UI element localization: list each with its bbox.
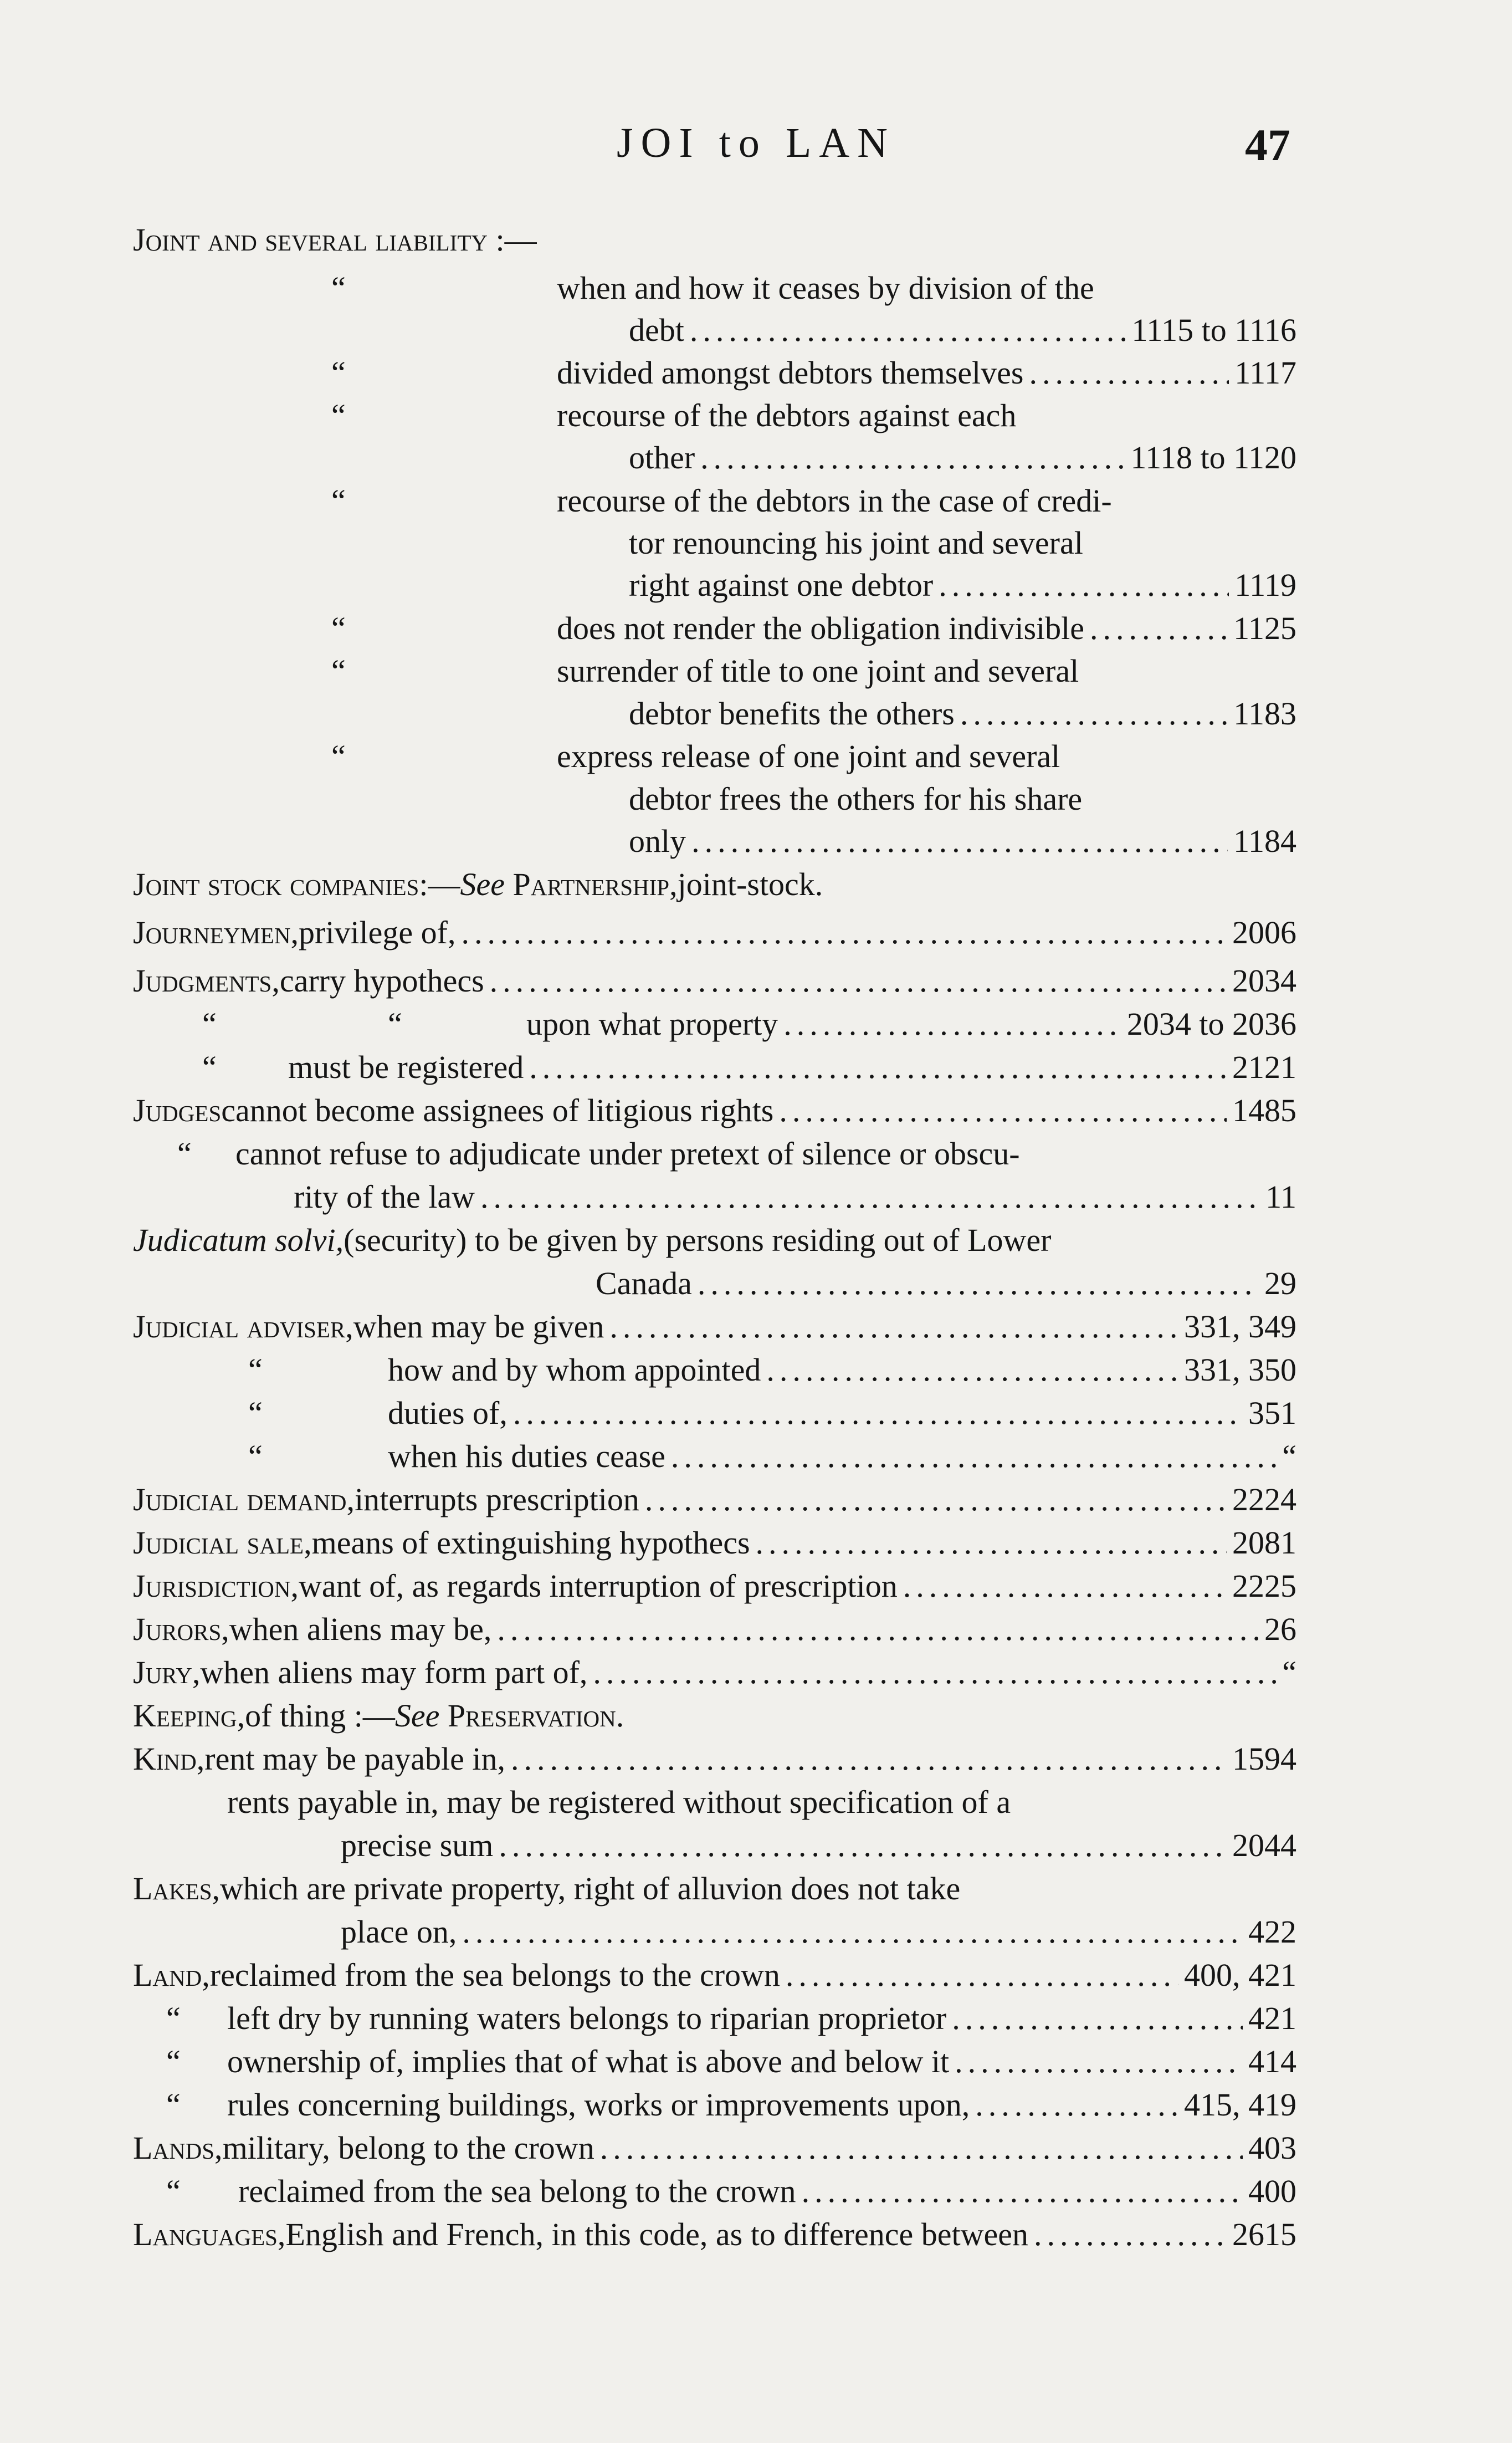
page-reference: 2225 [1232, 1568, 1296, 1604]
index-entry: Jurors, when aliens may be, ..... 26 [133, 1608, 1296, 1650]
page-reference: 2121 [1232, 1049, 1296, 1085]
page-reference: 2615 [1232, 2216, 1296, 2252]
page-reference: 2034 to 2036 [1126, 1006, 1296, 1042]
index-entry: Judicial adviser, when may be given ..... 331, 349 [133, 1306, 1296, 1348]
dot-leader [903, 1565, 1227, 1607]
index-entry: Judges cannot become assignees of litigious rights ..... 1485 [133, 1090, 1296, 1132]
page-reference: “ [1282, 1654, 1296, 1690]
subentry-line: recourse of the debtors against each [557, 397, 1017, 433]
subentry-line: when his duties cease ..... “ [388, 1435, 1296, 1478]
dot-leader [671, 1435, 1277, 1478]
dot-leader [609, 1306, 1178, 1348]
page-reference: 2044 [1232, 1827, 1296, 1863]
page-reference: 2081 [1232, 1525, 1296, 1561]
index-entry: Judicial demand, interrupts prescription ..... 2224 [133, 1479, 1296, 1521]
dot-leader [645, 1479, 1227, 1521]
dot-leader [766, 1349, 1178, 1391]
dot-leader [499, 1824, 1227, 1867]
dot-leader [462, 1911, 1243, 1953]
dot-leader [511, 1738, 1227, 1780]
subentry-line: upon what property ..... 2034 to 2036 [526, 1003, 1296, 1045]
page-reference: 26 [1264, 1611, 1296, 1647]
dot-leader [698, 1263, 1259, 1305]
page-reference: 422 [1248, 1914, 1296, 1950]
subentry-line: rules concerning buildings, works or improvements upon, ..... 415, 419 [227, 2084, 1296, 2126]
page-reference: 29 [1264, 1265, 1296, 1301]
dot-leader [480, 1176, 1260, 1218]
index-entry: Lands, military, belong to the crown ..... 403 [133, 2127, 1296, 2169]
subentry-line: debtor benefits the others ..... 1183 [629, 693, 1296, 735]
page-reference: 1115 to 1116 [1131, 312, 1296, 348]
subentry-line: debtor frees the others for his share [629, 781, 1083, 817]
dot-leader [756, 1522, 1227, 1564]
page-reference: 403 [1248, 2130, 1296, 2166]
subentry-line: when and how it ceases by division of the [557, 270, 1094, 306]
page-reference: 1117 [1234, 355, 1296, 391]
dot-leader [529, 1046, 1227, 1088]
dot-leader [1034, 2214, 1227, 2256]
page-reference: 331, 350 [1184, 1352, 1296, 1388]
ditto-mark: “ [202, 1006, 217, 1042]
ditto-mark: “ [331, 483, 346, 519]
subentry-line: duties of, ..... 351 [388, 1392, 1296, 1434]
subentry-line: express release of one joint and several [557, 738, 1060, 774]
dot-leader [960, 693, 1228, 735]
subentry-line: other ..... 1118 to 1120 [629, 437, 1296, 479]
subentry-line: Canada ..... 29 [596, 1263, 1296, 1305]
ditto-mark: “ [331, 738, 346, 774]
ditto-mark: “ [331, 397, 346, 433]
page-reference: 400, 421 [1184, 1957, 1296, 1993]
subentry-line: does not render the obligation indivisible ..... 1125 [557, 607, 1296, 650]
running-header: JOI to LAN [616, 120, 896, 166]
dot-leader [952, 1997, 1243, 2040]
index-entry: Judicatum solvi, (security) to be given by persons residing out of Lower [133, 1222, 1052, 1258]
subentry-line: tor renouncing his joint and several [629, 525, 1083, 561]
subentry-line: surrender of title to one joint and several [557, 653, 1079, 689]
page-reference: 1118 to 1120 [1130, 439, 1296, 476]
subentry-line: only ..... 1184 [629, 820, 1296, 862]
page-reference: “ [1282, 1438, 1296, 1474]
ditto-mark: “ [248, 1438, 263, 1474]
dot-leader [783, 1003, 1121, 1045]
dot-leader [786, 1954, 1178, 1996]
ditto-mark: “ [331, 355, 346, 391]
dot-leader [975, 2084, 1178, 2126]
subentry-line: how and by whom appointed ..... 331, 350 [388, 1349, 1296, 1391]
page-reference: 1183 [1233, 696, 1296, 732]
ditto-mark: “ [331, 610, 346, 646]
dot-leader [690, 309, 1126, 351]
dot-leader [593, 1652, 1277, 1694]
page-reference: 1125 [1233, 610, 1296, 646]
page-reference: 2034 [1232, 963, 1296, 999]
ditto-mark: “ [331, 653, 346, 689]
dot-leader [497, 1608, 1259, 1650]
page-reference: 1485 [1232, 1092, 1296, 1128]
dot-leader [779, 1090, 1227, 1132]
ditto-mark: “ [177, 1136, 192, 1172]
dot-leader [461, 912, 1227, 954]
ditto-mark: “ [388, 1006, 402, 1042]
ditto-mark: “ [166, 2043, 181, 2079]
index-entry: Judicial sale, means of extinguishing hypothecs ..... 2081 [133, 1522, 1296, 1564]
page-reference: 331, 349 [1184, 1309, 1296, 1345]
subentry-line: rents payable in, may be registered without specification of a [227, 1784, 1011, 1820]
index-entry: Land, reclaimed from the sea belongs to the crown ..... 400, 421 [133, 1954, 1296, 1996]
index-entry: Kind, rent may be payable in, ..... 1594 [133, 1738, 1296, 1780]
page-reference: 400 [1248, 2173, 1296, 2209]
index-entry: Joint stock companies :— See Partnership, joint-stock. [133, 866, 823, 902]
page-reference: 415, 419 [1184, 2087, 1296, 2123]
dot-leader [600, 2127, 1243, 2169]
page-reference: 2224 [1232, 1481, 1296, 1517]
ditto-mark: “ [166, 2000, 181, 2036]
subentry-line: divided amongst debtors themselves ..... 1117 [557, 352, 1296, 394]
ditto-mark: “ [248, 1395, 263, 1431]
dot-leader [513, 1392, 1243, 1434]
index-entry: Journeymen, privilege of, ..... 2006 [133, 912, 1296, 954]
subentry-line: place on, ..... 422 [341, 1911, 1296, 1953]
subentry-line: recourse of the debtors in the case of credi- [557, 483, 1112, 519]
dot-leader [1029, 352, 1229, 394]
index-entry: Judgments, carry hypothecs ..... 2034 [133, 960, 1296, 1002]
index-entry: Jurisdiction, want of, as regards interruption of prescription ..... 2225 [133, 1565, 1296, 1607]
ditto-mark: “ [166, 2173, 181, 2209]
page-number: 47 [1245, 120, 1290, 170]
index-entry: Languages, English and French, in this code, as to difference between ..... 2615 [133, 2214, 1296, 2256]
page-reference: 1119 [1234, 567, 1296, 603]
page-reference: 2006 [1232, 914, 1296, 950]
entry-heading-joint-several: Joint and several liability :— [133, 222, 537, 258]
subentry-line: left dry by running waters belongs to riparian proprietor ..... 421 [227, 1997, 1296, 2040]
dot-leader [939, 564, 1229, 606]
index-entry: Lakes, which are private property, right of alluvion does not take [133, 1870, 961, 1907]
dot-leader [700, 437, 1125, 479]
dot-leader [1090, 607, 1228, 650]
dot-leader [955, 2041, 1243, 2083]
page-reference: 11 [1265, 1179, 1296, 1215]
page-reference: 1184 [1233, 823, 1296, 859]
page-reference: 421 [1248, 2000, 1296, 2036]
ditto-mark: “ [248, 1352, 263, 1388]
ditto-mark: “ [202, 1049, 217, 1085]
dot-leader [490, 960, 1227, 1002]
dot-leader [691, 820, 1228, 862]
subentry-line: precise sum ..... 2044 [341, 1824, 1296, 1867]
subentry-line: ownership of, implies that of what is above and below it ..... 414 [227, 2041, 1296, 2083]
page-reference: 351 [1248, 1395, 1296, 1431]
subentry-line: right against one debtor ..... 1119 [629, 564, 1296, 606]
subentry-line: debt ..... 1115 to 1116 [629, 309, 1296, 351]
index-entry: Keeping, of thing :— See Preservation. [133, 1698, 624, 1734]
subentry-line: must be registered ..... 2121 [288, 1046, 1296, 1088]
index-entry: Jury, when aliens may form part of, ..... “ [133, 1652, 1296, 1694]
dot-leader [802, 2170, 1243, 2212]
ditto-mark: “ [331, 270, 346, 306]
subentry-line: reclaimed from the sea belong to the crown ..... 400 [238, 2170, 1296, 2212]
subentry-line: rity of the law ..... 11 [294, 1176, 1296, 1218]
ditto-mark: “ [166, 2087, 181, 2123]
page-reference: 414 [1248, 2043, 1296, 2079]
page-reference: 1594 [1232, 1741, 1296, 1777]
subentry-line: cannot refuse to adjudicate under pretext of silence or obscu- [235, 1136, 1020, 1172]
